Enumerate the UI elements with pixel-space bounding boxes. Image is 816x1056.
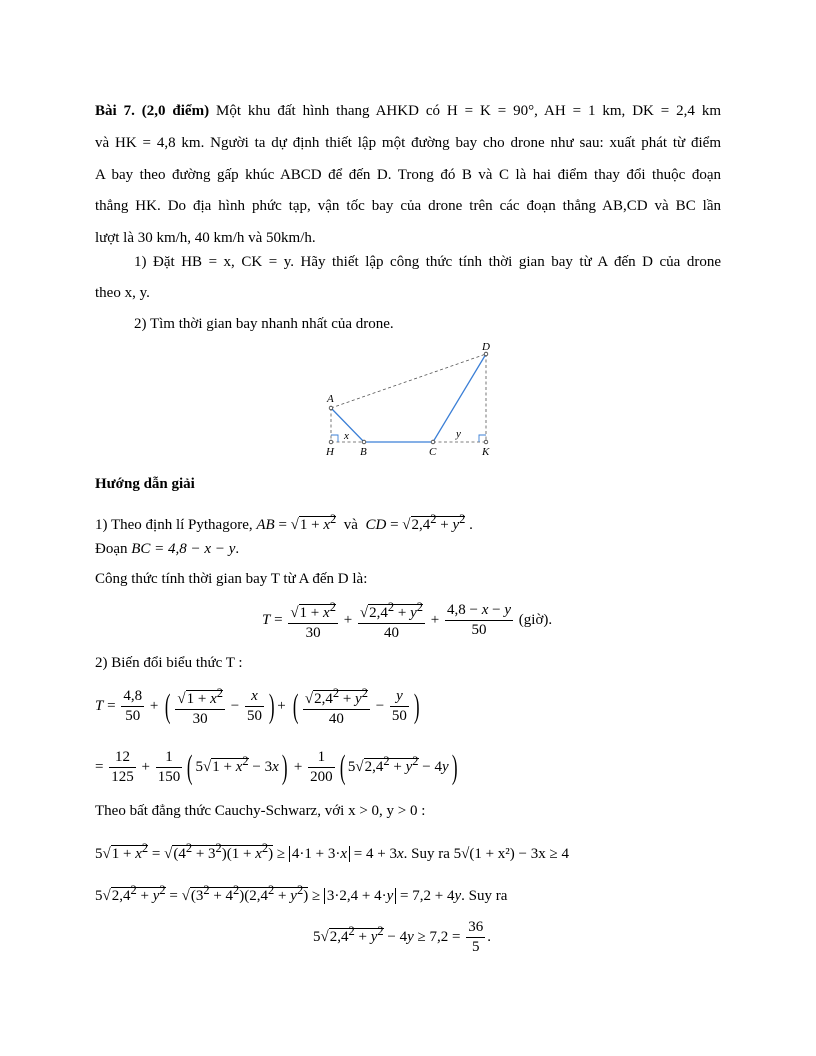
segment-bc-line: Đoạn BC = 4,8 − x − y. [95, 541, 240, 557]
problem-line-3: A bay theo đường gấp khúc ABCD để đến D. Trong đó B và C là hai điểm thay đổi thuộc đoạn [95, 167, 721, 183]
formula-intro: Công thức tính thời gian bay T từ A đến D là: [95, 571, 368, 587]
point-c [431, 440, 435, 444]
ad-dashed-line [331, 354, 486, 408]
problem-intro-1: Một khu đất hình thang AHKD có H = K = 90°, AH = 1 km, DK = 2,4 km [216, 103, 721, 119]
t-transformed: T = $\frac{4,8}{50}$ + ( $\frac{√1 + x^2}{30}$ − $\frac{x}{50}$ ) + ( $\frac{√2,4^2 + y^2}{40}$ − $\frac{y}{50}$ ) [95, 686, 420, 727]
problem-title: Bài 7. (2,0 điểm) [95, 103, 210, 119]
label-h: H [326, 446, 334, 458]
point-h [329, 440, 333, 444]
label-b: B [360, 446, 367, 458]
problem-line-5: lượt là 30 km/h, 40 km/h và 50km/h. [95, 230, 316, 246]
t-simplified: = $\frac{12}{125}$ + $\frac{1}{150}$ ( $5√1 + x^2 - 3x$) + $\frac{1}{200}$ ( $5√2,4^2 + y^2 - 4y$) [95, 748, 458, 786]
point-b [362, 440, 366, 444]
label-x: x [344, 430, 349, 442]
step-2-intro: 2) Biến đổi biểu thức T : [95, 655, 243, 671]
question-1-line-1: 1) Đặt HB = x, CK = y. Hãy thiết lập công thức tính thời gian bay từ A đến D của drone [134, 254, 721, 270]
solution-step-1: 1) Theo định lí Pythagore, AB = $√1 + x^2$ và CD = $√2,4^2 + y^2$ . [95, 512, 473, 533]
question-2: 2) Tìm thời gian bay nhanh nhất của drone. [134, 316, 394, 332]
inequality-1: $5√1 + x^2 = √(4^2 + 3^2)(1 + x^2) \ge 4\cdot 1 + 3\cdot x = 4 + 3x$. Suy ra 5√(1 + x²) − 3x ≥ 4 [95, 841, 569, 862]
inequality-2: $5√2,4^2 + y^2 = √(3^2 + 4^2)(2,4^2 + y^2) \ge 3\cdot 2,4 + 4\cdot y = 7,2 + 4y$. Suy ra [95, 883, 508, 904]
cauchy-schwarz-intro: Theo bất đẳng thức Cauchy-Schwarz, với x > 0, y > 0 : [95, 803, 426, 819]
inequality-2-result: $5√2,4^2 + y^2 - 4y \ge 7,2$ = $\frac{36}{5}$ . [313, 919, 491, 955]
time-formula: T = $\frac{√1 + x^2}{30}$ + $\frac{√2,4^2 + y^2}{40}$ + $\frac{4,8 - x - y}{50}$ (giờ). [262, 600, 553, 641]
point-a [329, 406, 333, 410]
label-c: C [429, 446, 437, 458]
solution-heading: Hướng dẫn giải [95, 476, 195, 492]
problem-line-4: thẳng HK. Do địa hình phức tạp, vận tốc bay của drone trên các đoạn thẳng AB,CD và BC lần [95, 198, 721, 214]
label-a: A [327, 393, 334, 405]
label-d: D [482, 341, 490, 353]
flight-path-abcd [331, 354, 486, 442]
inequality-1-result: 5√(1 + x²) − 3x ≥ 4 [453, 846, 569, 862]
problem-line-1 [95, 101, 721, 121]
problem-line-2: và HK = 4,8 km. Người ta dự định thiết lập một đường bay cho drone như sau: xuất phát từ điểm [95, 135, 721, 151]
label-k: K [482, 446, 490, 458]
point-k [484, 440, 488, 444]
question-1-line-2: theo x, y. [95, 285, 150, 301]
trapezoid-figure [318, 338, 503, 460]
label-y: y [456, 428, 461, 440]
